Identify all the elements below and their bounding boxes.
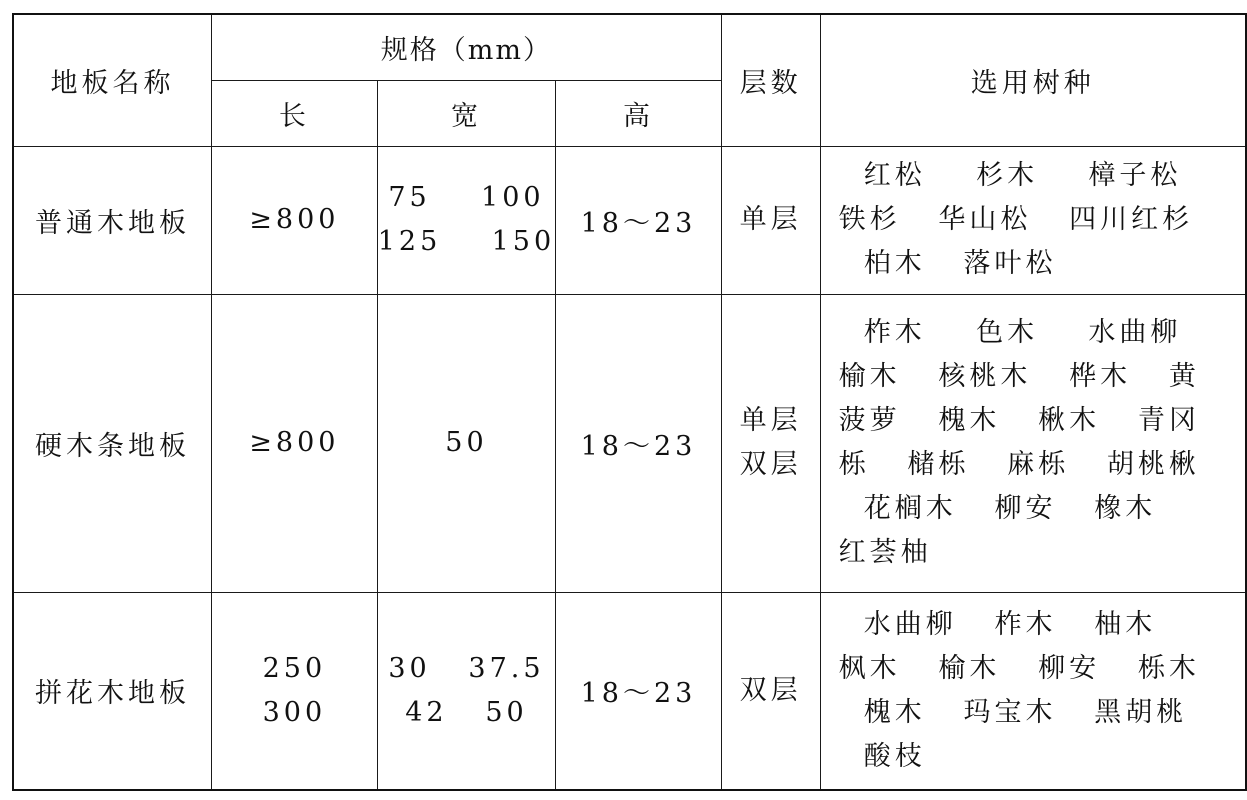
species-line: 水曲柳 柞木 柚木 <box>838 608 1157 640</box>
row-name: 硬木条地板 <box>13 294 211 592</box>
layers-value: 单层 <box>739 204 802 235</box>
row-height: 18～23 <box>556 146 722 294</box>
species-line: 菠萝 槐木 楸木 青冈 <box>838 405 1200 436</box>
width-value: 30 37.5 <box>388 652 545 684</box>
species-line: 酸枝 <box>838 740 926 772</box>
row-width <box>377 146 555 294</box>
species-line: 花榈木 柳安 橡木 <box>838 493 1157 524</box>
row-width <box>377 592 555 790</box>
species-line: 红松 杉木 樟子松 <box>838 160 1182 191</box>
header-height: 高 <box>556 80 722 146</box>
length-value: 250 <box>262 652 327 684</box>
species-line: 柞木 色木 水曲柳 <box>838 317 1182 348</box>
row-layers <box>721 592 820 790</box>
species-line: 柏木 落叶松 <box>838 248 1057 279</box>
header-name: 地板名称 <box>13 14 211 146</box>
layers-value: 双层 <box>739 449 802 480</box>
row-species <box>820 294 1246 592</box>
row-length <box>211 294 377 592</box>
row-layers <box>721 146 820 294</box>
species-line: 栎 槠栎 麻栎 胡桃楸 <box>838 449 1200 480</box>
row-length <box>211 592 377 790</box>
width-value: 75 100 <box>388 182 545 213</box>
row-layers <box>721 294 820 592</box>
width-value: 125 150 <box>377 226 556 257</box>
row-width <box>377 294 555 592</box>
header-width: 宽 <box>377 80 555 146</box>
row-name: 拼花木地板 <box>13 592 211 790</box>
header-spec: 规格（mm） <box>211 14 721 80</box>
layers-value: 单层 <box>739 405 802 436</box>
header-length: 长 <box>211 80 377 146</box>
species-line: 槐木 玛宝木 黑胡桃 <box>838 696 1188 728</box>
header-layers: 层数 <box>721 14 820 146</box>
header-species: 选用树种 <box>820 14 1246 146</box>
species-line: 榆木 核桃木 桦木 黄 <box>838 361 1200 392</box>
species-line: 铁杉 华山松 四川红杉 <box>838 204 1194 235</box>
length-value: 300 <box>262 696 327 728</box>
length-value: ≥800 <box>249 204 340 235</box>
row-height: 18～23 <box>556 592 722 790</box>
row-height: 18～23 <box>556 294 722 592</box>
wood-flooring-table <box>12 13 1247 791</box>
species-line: 红荟柚 <box>838 537 932 568</box>
row-species <box>820 146 1246 294</box>
length-value: ≥800 <box>249 427 340 458</box>
width-value: 42 50 <box>405 696 528 728</box>
row-length <box>211 146 377 294</box>
width-value: 50 <box>445 427 488 458</box>
layers-value: 双层 <box>739 674 802 706</box>
row-name: 普通木地板 <box>13 146 211 294</box>
row-species <box>820 592 1246 790</box>
species-line: 枫木 榆木 柳安 栎木 <box>838 652 1200 684</box>
